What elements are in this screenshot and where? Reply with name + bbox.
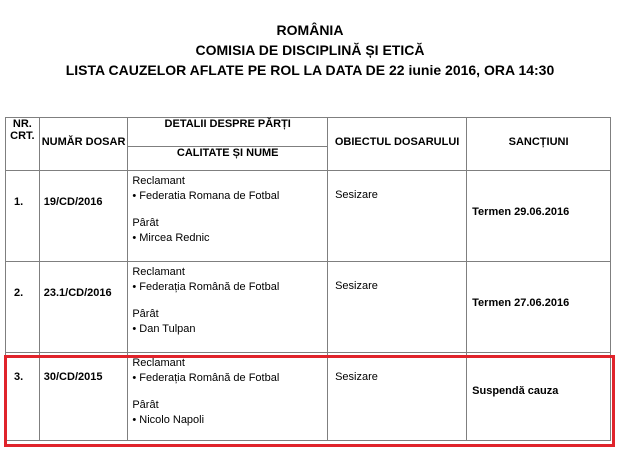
row-obiect: Sesizare	[328, 262, 467, 353]
table-row	[6, 353, 611, 441]
table-header-row	[6, 118, 611, 147]
col-header-sanctiuni: SANCȚIUNI	[467, 118, 611, 171]
role-parat: Pârât	[132, 217, 159, 229]
party-reclamant: • Federația Română de Fotbal	[132, 281, 280, 293]
row-nr: 3.	[6, 353, 40, 441]
row-nr: 1.	[6, 171, 40, 262]
col-header-numar: NUMĂR DOSAR	[39, 118, 128, 171]
row-detalii	[128, 262, 328, 353]
party-reclamant: • Federatia Romana de Fotbal	[132, 190, 280, 202]
col-header-nr: NR. CRT.	[6, 118, 40, 171]
row-numar: 30/CD/2015	[39, 353, 128, 441]
role-reclamant: Reclamant	[132, 175, 185, 187]
col-header-detalii: DETALII DESPRE PĂRȚI	[128, 118, 328, 147]
row-numar: 19/CD/2016	[39, 171, 128, 262]
role-reclamant: Reclamant	[132, 266, 185, 278]
row-detalii	[128, 171, 328, 262]
header-list-title: LISTA CAUZELOR AFLATE PE ROL LA DATA DE 22 iunie 2016, ORA 14:30	[65, 62, 555, 78]
table-row	[6, 262, 611, 353]
table-row	[6, 171, 611, 262]
row-obiect: Sesizare	[328, 353, 467, 441]
row-nr: 2.	[6, 262, 40, 353]
party-reclamant: • Federația Română de Fotbal	[132, 372, 280, 384]
col-header-calitate: CALITATE ȘI NUME	[128, 147, 328, 171]
header-commission: COMISIA DE DISCIPLINĂ ȘI ETICĂ	[195, 42, 425, 58]
party-parat: • Nicolo Napoli	[132, 414, 205, 426]
party-parat: • Dan Tulpan	[132, 323, 196, 335]
role-parat: Pârât	[132, 399, 159, 411]
role-parat: Pârât	[132, 308, 159, 320]
row-sanctiune: Termen 27.06.2016	[467, 262, 611, 353]
row-sanctiune: Suspendă cauza	[467, 353, 611, 441]
row-detalii	[128, 353, 328, 441]
header-country: ROMÂNIA	[276, 22, 344, 38]
row-numar: 23.1/CD/2016	[39, 262, 128, 353]
causes-table	[5, 117, 611, 441]
row-obiect: Sesizare	[328, 171, 467, 262]
role-reclamant: Reclamant	[132, 357, 185, 369]
row-sanctiune: Termen 29.06.2016	[467, 171, 611, 262]
col-header-obiect: OBIECTUL DOSARULUI	[328, 118, 467, 171]
party-parat: • Mircea Rednic	[132, 232, 210, 244]
